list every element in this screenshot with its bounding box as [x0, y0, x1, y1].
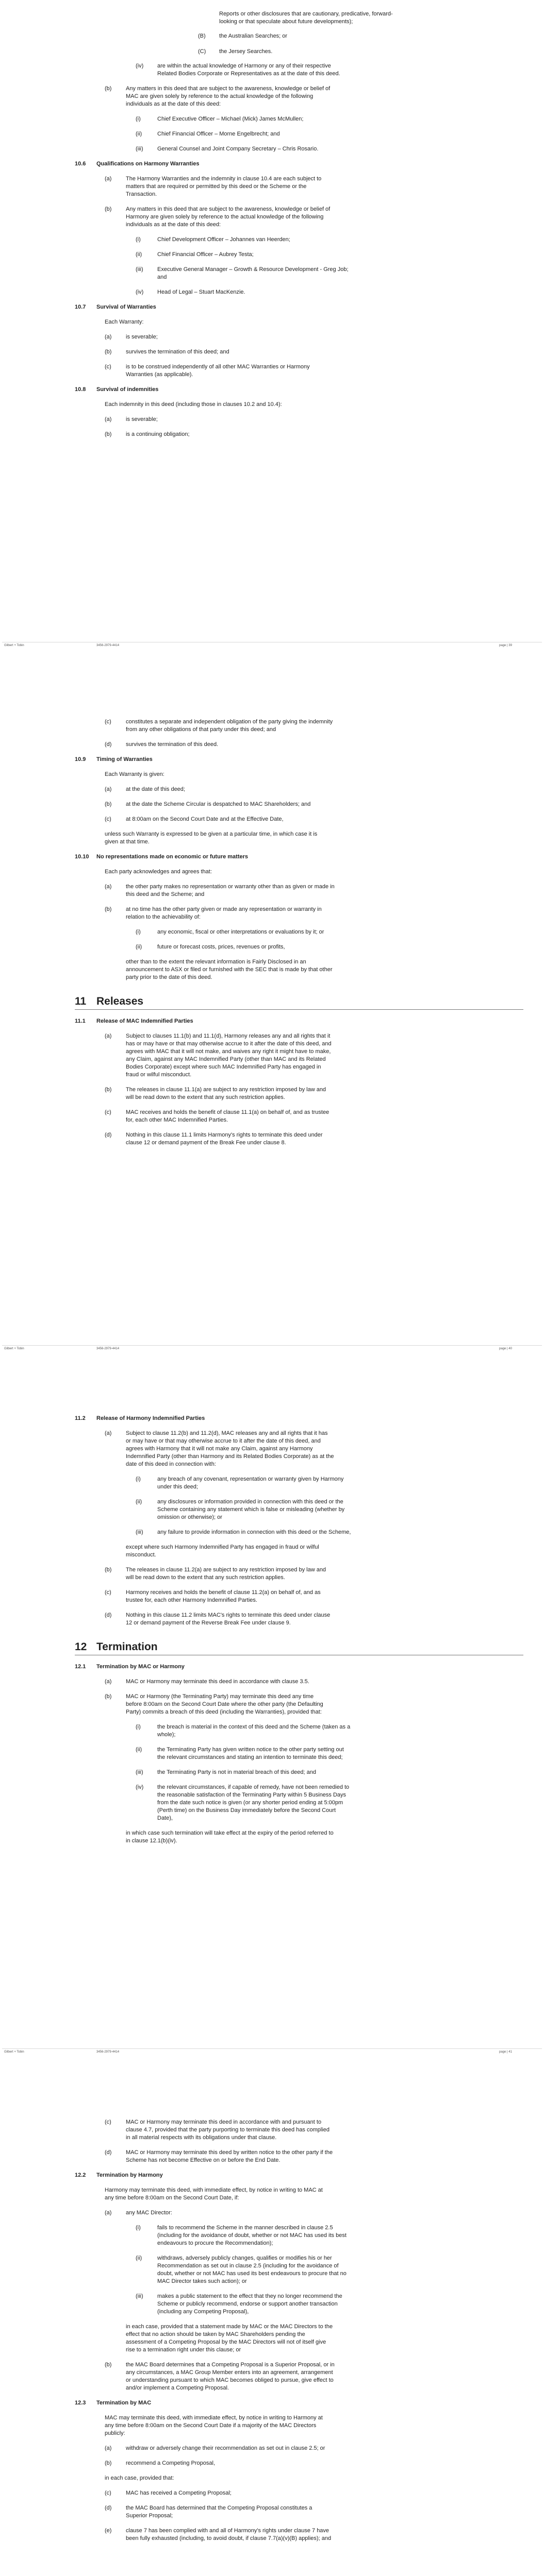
text-line: Harmony are given solely by reference to the actual knowledge of the following: [126, 214, 324, 220]
footer-rule: [2, 1345, 542, 1346]
text-line: the Terminating Party has given written notice to the other party setting out: [157, 1747, 344, 1753]
text-line: Each Warranty is given:: [105, 771, 164, 777]
text-line: from any other obligations of that party under this deed; and: [126, 726, 276, 733]
text-line: or understanding pursuant to which MAC becomes obliged to pursue, give effect to: [126, 2377, 334, 2383]
text-line: agrees with Harmony that it will not make any Claim, against any Harmony: [126, 1446, 313, 1452]
clause-heading: 10.7: [75, 304, 86, 310]
text-line: publicly:: [105, 2430, 125, 2436]
text-line: Reports or other disclosures that are cautionary, predicative, forward-: [219, 11, 393, 17]
text-line: MAC has received a Competing Proposal;: [126, 2490, 232, 2496]
text-line: (including any Competing Proposal),: [157, 2309, 249, 2315]
text-line: (C): [198, 48, 206, 55]
text-line: any MAC Director:: [126, 2210, 172, 2216]
clause-heading: Survival of Warranties: [96, 304, 156, 310]
text-line: clause 7 has been complied with and all of Harmony's rights under clause 7 have: [126, 2528, 329, 2534]
text-line: party prior to the date of this deed.: [126, 974, 212, 980]
text-line: been fully exhausted (including, to avoid doubt, if clause 7.7(a)(v)(B) applies); and: [126, 2535, 332, 2541]
text-line: rise to a termination right under this clause; or: [126, 2347, 241, 2353]
text-line: (ii): [136, 944, 142, 950]
text-line: at the date of this deed;: [126, 786, 185, 792]
text-line: (iii): [136, 2293, 143, 2299]
text-line: matters that are required or permitted by this deed or the Scheme or the: [126, 183, 307, 190]
text-line: is severable;: [126, 334, 158, 340]
text-line: (b): [105, 1693, 112, 1700]
text-line: in clause 12.1(b)(iv).: [126, 1838, 177, 1844]
clause-heading: Termination by MAC or Harmony: [96, 1664, 185, 1670]
footer-doc-number: 3456-2979-4414: [96, 2050, 120, 2054]
text-line: (a): [105, 176, 112, 182]
text-line: (i): [136, 116, 141, 122]
text-line: misconduct.: [126, 1552, 156, 1558]
text-line: Related Bodies Corporate or Representatives as at the date of this deed.: [157, 71, 340, 77]
text-line: any time before 8:00am on the Second Court Date, if:: [105, 2195, 239, 2201]
document-page: [0, 2110, 544, 2576]
text-line: omission or otherwise); or: [157, 1514, 222, 1520]
text-line: and: [157, 274, 167, 280]
text-line: Any matters in this deed that are subject to the awareness, knowledge or belief of: [126, 206, 331, 212]
text-line: (b): [105, 206, 112, 212]
text-line: in all material respects with its obligations under that clause.: [126, 2134, 277, 2141]
clause-heading: 10.9: [75, 756, 86, 762]
text-line: Subject to clause 11.2(b) and 11.2(d), MAC releases any and all rights that it has: [126, 1430, 328, 1436]
text-line: (iii): [136, 146, 143, 152]
text-line: The Harmony Warranties and the indemnity in clause 10.4 are each subject to: [126, 176, 322, 182]
text-line: the relevant circumstances and stating an intention to terminate this deed;: [157, 1754, 343, 1760]
text-line: except where such Harmony Indemnified Party has engaged in fraud or wilful: [126, 1544, 319, 1550]
text-line: (b): [105, 431, 112, 437]
footer-page-number: page | 39: [499, 644, 512, 647]
text-line: Chief Financial Officer – Aubrey Testa;: [157, 251, 254, 258]
text-line: (B): [198, 33, 206, 39]
section-heading: Releases: [96, 995, 144, 1007]
text-line: at no time has the other party given or made any representation or warranty in: [126, 906, 322, 912]
text-line: (i): [136, 236, 141, 243]
text-line: at the date the Scheme Circular is despatched to MAC Shareholders; and: [126, 801, 311, 807]
text-line: Date),: [157, 1815, 173, 1821]
text-line: doubt, whether or not MAC has used its best endeavours to procure that no: [157, 2270, 347, 2277]
text-line: Scheme or publicly recommend, endorse or support another transaction: [157, 2301, 338, 2307]
clause-heading: Termination by Harmony: [96, 2172, 163, 2178]
section-heading: Termination: [96, 1641, 158, 1653]
footer-firm: Gilbert + Tobin: [4, 644, 24, 647]
text-line: given at that time.: [105, 839, 150, 845]
text-line: Chief Financial Officer – Morne Engelbrecht; and: [157, 131, 280, 137]
text-line: is to be construed independently of all other MAC Warranties or Harmony: [126, 364, 310, 370]
text-line: survives the termination of this deed.: [126, 741, 219, 748]
clause-heading: No representations made on economic or future matters: [96, 854, 249, 860]
text-line: will be read down to the extent that any such restriction applies.: [126, 1574, 285, 1581]
text-line: Scheme has not become Effective on or before the End Date.: [126, 2157, 281, 2163]
text-line: the breach is material in the context of this deed and the Scheme (taken as a: [157, 1724, 351, 1730]
text-line: (b): [105, 1087, 112, 1093]
text-line: The releases in clause 11.1(a) are subject to any restriction imposed by law and: [126, 1087, 326, 1093]
text-line: (c): [105, 1109, 111, 1115]
text-line: the Terminating Party is not in material breach of this deed; and: [157, 1769, 316, 1775]
clause-heading: Release of MAC Indemnified Parties: [96, 1018, 193, 1024]
text-line: Each Warranty:: [105, 319, 144, 325]
clause-heading: Termination by MAC: [96, 2400, 152, 2406]
text-line: the relevant circumstances, if capable of remedy, have not been remedied to: [157, 1784, 350, 1790]
text-line: MAC or Harmony may terminate this deed by written notice to the other party if the: [126, 2149, 333, 2156]
text-line: (b): [105, 801, 112, 807]
text-line: other than to the extent the relevant information is Fairly Disclosed in an: [126, 959, 306, 965]
text-line: Harmony receives and holds the benefit of clause 11.2(a) on behalf of, and as: [126, 1589, 321, 1596]
clause-heading: 10.8: [75, 386, 86, 393]
text-line: Any matters in this deed that are subject to the awareness, knowledge or belief of: [126, 86, 331, 92]
text-line: (i): [136, 929, 141, 935]
text-line: Harmony may terminate this deed, with immediate effect, by notice in writing to MAC at: [105, 2187, 323, 2193]
clause-heading: 12.2: [75, 2172, 86, 2178]
text-line: Subject to clauses 11.1(b) and 11.1(d), Harmony releases any and all rights that it: [126, 1033, 331, 1039]
footer-doc-number: 3456-2979-4414: [96, 644, 120, 647]
document-page: [0, 1406, 544, 2110]
text-line: (c): [105, 1589, 111, 1596]
text-line: (b): [105, 1567, 112, 1573]
text-line: 12 or demand payment of the Reverse Break Fee under clause 9.: [126, 1620, 291, 1626]
text-line: survives the termination of this deed; and: [126, 349, 229, 355]
text-line: MAC or Harmony may terminate this deed in accordance with and pursuant to: [126, 2119, 322, 2125]
text-line: any time before 8:00am on the Second Court Date if a majority of the MAC Directors: [105, 2422, 317, 2429]
text-line: Nothing in this clause 11.1 limits Harmony's rights to terminate this deed under: [126, 1132, 323, 1138]
text-line: at 8:00am on the Second Court Date and at the Effective Date,: [126, 816, 284, 822]
text-line: Each party acknowledges and agrees that:: [105, 869, 212, 875]
text-line: in which case such termination will take effect at the expiry of the period referred to: [126, 1830, 334, 1836]
text-line: individuals as at the date of this deed:: [126, 222, 221, 228]
text-line: (c): [105, 364, 111, 370]
text-line: (a): [105, 786, 112, 792]
text-line: (i): [136, 1476, 141, 1482]
text-line: Party) commits a breach of this deed (including the Warranties), provided that:: [126, 1709, 322, 1715]
text-line: any failure to provide information in connection with this deed or the Scheme,: [157, 1529, 351, 1535]
document-page: [0, 703, 544, 1406]
text-line: agrees with MAC that it will not make, and waives any right it might have to make,: [126, 1048, 331, 1055]
text-line: Warranties (as applicable).: [126, 371, 193, 378]
text-line: any breach of any covenant, representation or warranty given by Harmony: [157, 1476, 344, 1482]
text-line: Chief Development Officer – Johannes van Heerden;: [157, 236, 290, 243]
text-line: any disclosures or information provided in connection with this deed or the: [157, 1499, 343, 1505]
text-line: clause 4.7, provided that the party purporting to terminate this deed has complied: [126, 2127, 330, 2133]
section-heading: 12: [75, 1641, 87, 1653]
text-line: Chief Executive Officer – Michael (Mick) James McMullen;: [157, 116, 304, 122]
text-line: (iv): [136, 1784, 144, 1790]
text-line: assessment of a Competing Proposal by the MAC Directors will not of itself give: [126, 2339, 326, 2345]
text-line: future or forecast costs, prices, revenues or profits,: [157, 944, 285, 950]
text-line: (a): [105, 1430, 112, 1436]
text-line: withdraw or adversely change their recommendation as set out in clause 2.5; or: [126, 2445, 325, 2451]
document-page: [0, 0, 544, 703]
text-line: Executive General Manager – Growth & Resource Development - Greg Job;: [157, 266, 349, 273]
clause-heading: 10.10: [75, 854, 89, 860]
text-line: The releases in clause 11.2(a) are subject to any restriction imposed by law and: [126, 1567, 326, 1573]
text-line: date of this deed in connection with:: [126, 1461, 216, 1467]
text-line: (ii): [136, 1499, 142, 1505]
clause-heading: Survival of indemnities: [96, 386, 159, 393]
text-line: Nothing in this clause 11.2 limits MAC's rights to terminate this deed under clause: [126, 1612, 331, 1618]
text-line: endeavours to procure the Recommendation);: [157, 2240, 273, 2246]
text-line: recommend a Competing Proposal,: [126, 2460, 216, 2466]
text-line: and/or implement a Competing Proposal.: [126, 2385, 229, 2391]
text-line: (iv): [136, 289, 144, 295]
text-line: (iv): [136, 63, 144, 69]
text-line: (a): [105, 1033, 112, 1039]
text-line: (ii): [136, 2255, 142, 2261]
text-line: (b): [105, 349, 112, 355]
text-line: (Perth time) on the Business Day immediately before the Second Court: [157, 1807, 336, 1814]
text-line: Recommendation as set out in clause 2.5 (including for the avoidance of: [157, 2263, 339, 2269]
text-line: is a continuing obligation;: [126, 431, 190, 437]
text-line: Head of Legal – Stuart MacKenzie.: [157, 289, 245, 295]
text-line: Transaction.: [126, 191, 157, 197]
text-line: MAC or Harmony may terminate this deed in accordance with clause 3.5.: [126, 1679, 309, 1685]
text-line: clause 12 or demand payment of the Break Fee under clause 8.: [126, 1140, 286, 1146]
footer-rule: [2, 2048, 542, 2049]
text-line: will be read down to the extent that any such restriction applies.: [126, 1094, 285, 1100]
text-line: (a): [105, 2445, 112, 2451]
text-line: the MAC Board has determined that the Competing Proposal constitutes a: [126, 2505, 312, 2511]
clause-heading: Timing of Warranties: [96, 756, 153, 762]
text-line: unless such Warranty is expressed to be given at a particular time, in which case it is: [105, 831, 318, 837]
text-line: (ii): [136, 131, 142, 137]
text-line: (d): [105, 2149, 112, 2156]
text-line: are within the actual knowledge of Harmony or any of their respective: [157, 63, 331, 69]
text-line: (b): [105, 906, 112, 912]
text-line: fraud or wilful misconduct.: [126, 1072, 192, 1078]
text-line: from the date such notice is given (or any shorter period ending at 5:00pm: [157, 1800, 343, 1806]
text-line: Scheme containing any statement which is false or misleading (whether by: [157, 1506, 345, 1513]
clause-heading: 11.1: [75, 1018, 86, 1024]
clause-heading: 12.3: [75, 2400, 86, 2406]
text-line: (e): [105, 2528, 112, 2534]
text-line: fails to recommend the Scheme in the manner described in clause 2.5: [157, 2225, 333, 2231]
text-line: has or may have or that may otherwise accrue to it after the date of this deed, and: [126, 1041, 332, 1047]
text-line: or may have or that may otherwise accrue to it after the date of this deed, and: [126, 1438, 321, 1444]
text-line: MAC Director takes such action); or: [157, 2278, 247, 2284]
text-line: (c): [105, 2490, 111, 2496]
text-line: (ii): [136, 1747, 142, 1753]
text-line: (i): [136, 2225, 141, 2231]
text-line: General Counsel and Joint Company Secretary – Chris Rosario.: [157, 146, 319, 152]
footer-firm: Gilbert + Tobin: [4, 1347, 24, 1350]
text-line: the reasonable satisfaction of the Terminating Party within 5 Business Days: [157, 1792, 347, 1798]
text-line: (a): [105, 334, 112, 340]
text-line: the Jersey Searches.: [219, 48, 273, 55]
text-line: withdraws, adversely publicly changes, qualifies or modifies his or her: [157, 2255, 332, 2261]
text-line: relation to the achievability of:: [126, 914, 201, 920]
footer-page-number: page | 41: [499, 2050, 512, 2054]
text-line: individuals as at the date of this deed:: [126, 101, 221, 107]
text-line: Superior Proposal;: [126, 2513, 173, 2519]
text-line: is severable;: [126, 416, 158, 422]
footer-page-number: page | 40: [499, 1347, 512, 1350]
text-line: (a): [105, 884, 112, 890]
text-line: in each case, provided that a statement made by MAC or the MAC Directors to the: [126, 2324, 333, 2330]
text-line: (a): [105, 416, 112, 422]
text-line: (a): [105, 2210, 112, 2216]
text-line: any Claim, against any MAC Indemnified Party (other than MAC and its Related: [126, 1056, 326, 1062]
clause-heading: Release of Harmony Indemnified Parties: [96, 1415, 205, 1421]
text-line: (d): [105, 1132, 112, 1138]
text-line: under this deed;: [157, 1484, 198, 1490]
text-line: the other party makes no representation or warranty other than as given or made in: [126, 884, 335, 890]
text-line: constitutes a separate and independent obligation of the party giving the indemnity: [126, 719, 333, 725]
text-line: this deed and the Scheme; and: [126, 891, 205, 897]
text-line: whole);: [157, 1732, 176, 1738]
text-line: the Australian Searches; or: [219, 33, 288, 39]
text-line: trustee for, each other Harmony Indemnified Parties.: [126, 1597, 257, 1603]
clause-heading: 11.2: [75, 1415, 86, 1421]
text-line: (ii): [136, 251, 142, 258]
text-line: (c): [105, 816, 111, 822]
text-line: (a): [105, 1679, 112, 1685]
text-line: (b): [105, 2362, 112, 2368]
section-heading: 11: [75, 995, 87, 1007]
text-line: MAC or Harmony (the Terminating Party) may terminate this deed any time: [126, 1693, 314, 1700]
clause-heading: 12.1: [75, 1664, 86, 1670]
text-line: (d): [105, 1612, 112, 1618]
text-line: MAC are given solely by reference to the actual knowledge of the following: [126, 93, 314, 99]
text-line: announcement to ASX or filed or furnished with the SEC that is made by that other: [126, 967, 333, 973]
text-line: MAC may terminate this deed, with immediate effect, by notice in writing to Harmony at: [105, 2415, 323, 2421]
clause-heading: 10.6: [75, 161, 86, 167]
footer-firm: Gilbert + Tobin: [4, 2050, 24, 2054]
text-line: effect that no action should be taken by MAC Shareholders pending the: [126, 2331, 305, 2337]
text-line: (including for the avoidance of doubt, whether or not MAC has used its best: [157, 2232, 347, 2239]
text-line: (d): [105, 2505, 112, 2511]
text-line: looking or that speculate about future developments);: [219, 19, 353, 25]
text-line: Indemnified Party (other than Harmony and its Related Bodies Corporate) as at the: [126, 1453, 334, 1460]
text-line: (c): [105, 2119, 111, 2125]
text-line: any economic, fiscal or other interpretations or evaluations by it; or: [157, 929, 324, 935]
text-line: (iii): [136, 1529, 143, 1535]
text-line: (d): [105, 741, 112, 748]
text-line: Bodies Corporate) except where such MAC Indemnified Party has engaged in: [126, 1064, 321, 1070]
text-line: for, each other MAC Indemnified Parties.: [126, 1117, 228, 1123]
text-line: (b): [105, 2460, 112, 2466]
text-line: (c): [105, 719, 111, 725]
footer-doc-number: 3456-2979-4414: [96, 1347, 120, 1350]
text-line: Each indemnity in this deed (including those in clauses 10.2 and 10.4):: [105, 401, 282, 408]
text-line: any circumstances, a MAC Group Member enters into an agreement, arrangement: [126, 2369, 333, 2376]
section-rule: [75, 1009, 523, 1010]
text-line: (iii): [136, 266, 143, 273]
text-line: (i): [136, 1724, 141, 1730]
text-line: in each case, provided that:: [105, 2475, 174, 2481]
text-line: (iii): [136, 1769, 143, 1775]
text-line: before 8:00am on the Second Court Date where the other party (the Defaulting: [126, 1701, 323, 1707]
text-line: the MAC Board determines that a Competing Proposal is a Superior Proposal, or in: [126, 2362, 335, 2368]
clause-heading: Qualifications on Harmony Warranties: [96, 161, 200, 167]
text-line: makes a public statement to the effect that they no longer recommend the: [157, 2293, 342, 2299]
text-line: MAC receives and holds the benefit of clause 11.1(a) on behalf of, and as trustee: [126, 1109, 329, 1115]
text-line: (b): [105, 86, 112, 92]
